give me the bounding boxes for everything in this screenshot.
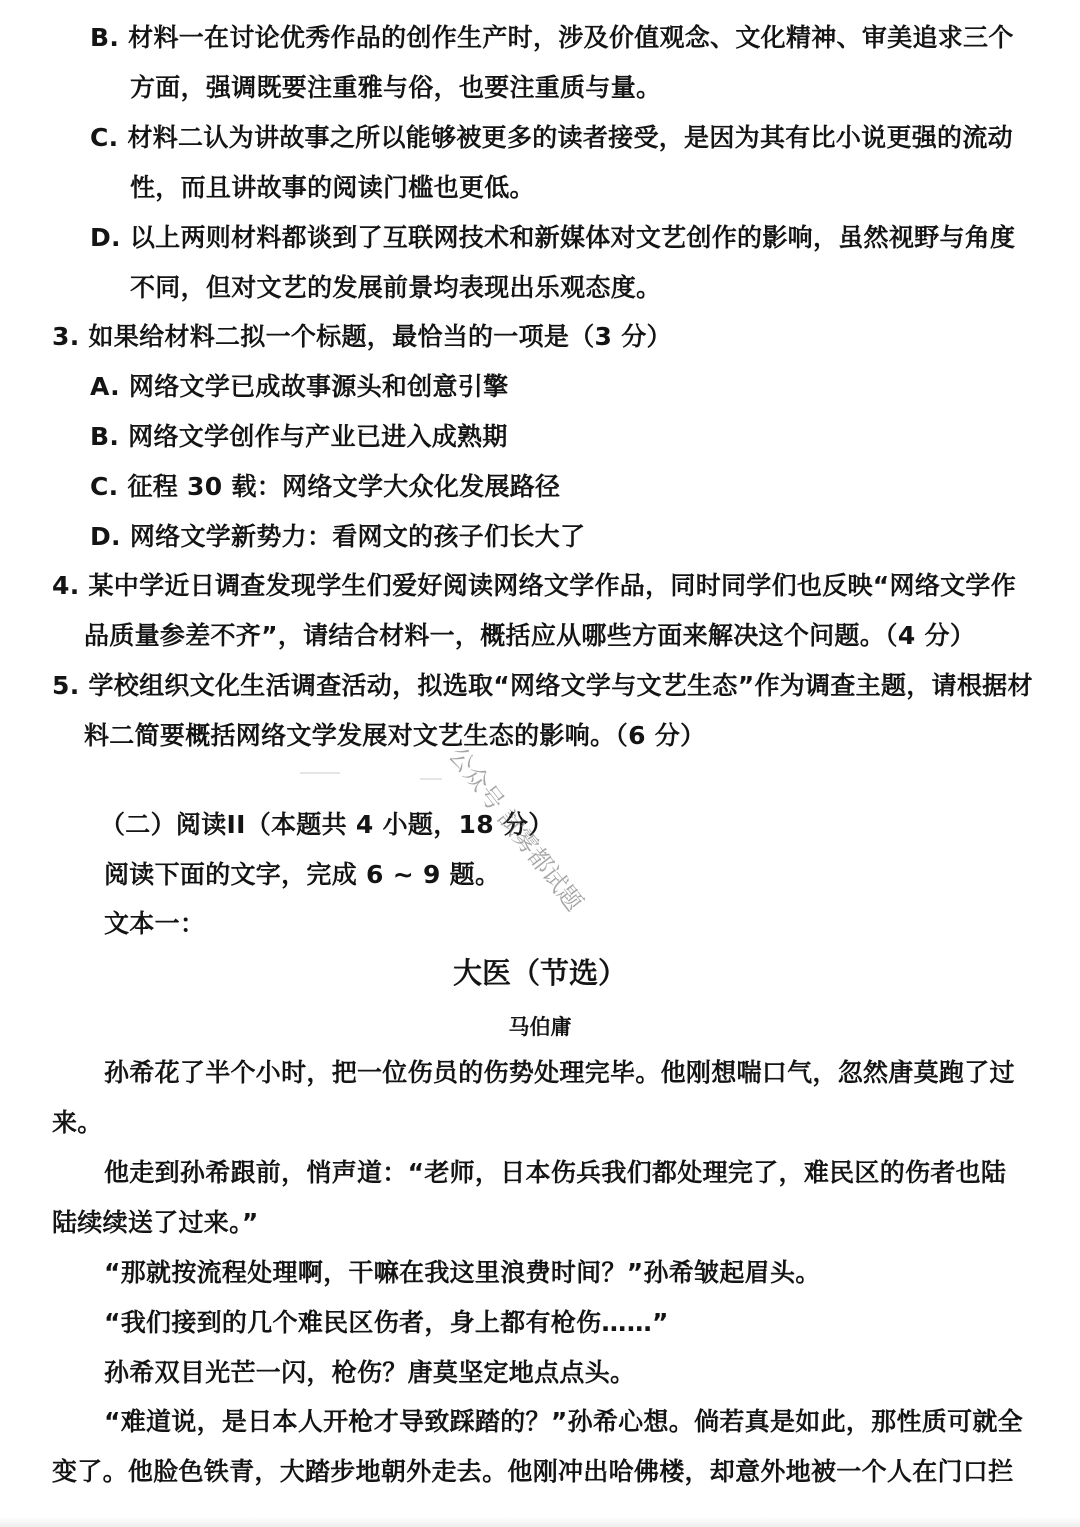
q3-stem: 3. 如果给材料二拟一个标题，最恰当的一项是（3 分） [52, 322, 672, 351]
q3-option-b: B. 网络文学创作与产业已进入成熟期 [90, 422, 508, 451]
scan-artifact [420, 778, 442, 780]
q2-option-d-line2: 不同，但对文艺的发展前景均表现出乐观态度。 [130, 273, 662, 302]
scan-artifact [300, 772, 340, 774]
page-edge-shadow [0, 1517, 1080, 1527]
paragraph-4: “我们接到的几个难民区伤者，身上都有枪伤……” [104, 1308, 669, 1337]
paragraph-1-line1: 孙希花了半个小时，把一位伤员的伤势处理完毕。他刚想喘口气，忽然唐莫跑了过 [104, 1058, 1015, 1087]
q2-option-c-line1: C. 材料二认为讲故事之所以能够被更多的读者接受，是因为其有比小说更强的流动 [90, 123, 1013, 152]
section-2-heading: （二）阅读II（本题共 4 小题，18 分） [100, 810, 554, 839]
paragraph-5: 孙希双目光芒一闪，枪伤？唐莫坚定地点点头。 [104, 1358, 636, 1387]
section-2-instruction: 阅读下面的文字，完成 6 ~ 9 题。 [104, 860, 501, 889]
q4-line2: 品质量参差不齐”，请结合材料一，概括应从哪些方面来解决这个问题。（4 分） [84, 621, 976, 650]
text-one-label: 文本一： [104, 909, 206, 938]
paragraph-2-line1: 他走到孙希跟前，悄声道：“老师，日本伤兵我们都处理完了，难民区的伤者也陆 [104, 1158, 1007, 1187]
q3-option-c: C. 征程 30 载：网络文学大众化发展路径 [90, 472, 561, 501]
paragraph-6-line2: 变了。他脸色铁青，大踏步地朝外走去。他刚冲出哈佛楼，却意外地被一个人在门口拦 [52, 1457, 1014, 1486]
q5-line2: 料二简要概括网络文学发展对文艺生态的影响。（6 分） [84, 721, 706, 750]
paragraph-2-line2: 陆续续送了过来。” [52, 1208, 259, 1237]
article-author: 马伯庸 [508, 1015, 572, 1039]
q3-option-d: D. 网络文学新势力：看网文的孩子们长大了 [90, 522, 586, 551]
q5-line1: 5. 学校组织文化生活调查活动，拟选取“网络文学与文艺生态”作为调查主题，请根据材 [52, 671, 1033, 700]
paragraph-3: “那就按流程处理啊，干嘛在我这里浪费时间？”孙希皱起眉头。 [104, 1258, 821, 1287]
q3-option-a: A. 网络文学已成故事源头和创意引擎 [90, 372, 509, 401]
q2-option-b-line2: 方面，强调既要注重雅与俗，也要注重质与量。 [130, 73, 662, 102]
article-title: 大医（节选） [452, 956, 627, 990]
paragraph-1-line2: 来。 [52, 1108, 103, 1137]
q4-line1: 4. 某中学近日调查发现学生们爱好阅读网络文学作品，同时同学们也反映“网络文学作 [52, 571, 1017, 600]
q2-option-d-line1: D. 以上两则材料都谈到了互联网技术和新媒体对文艺创作的影响，虽然视野与角度 [90, 223, 1016, 252]
q2-option-b-line1: B. 材料一在讨论优秀作品的创作生产时，涉及价值观念、文化精神、审美追求三个 [90, 23, 1014, 52]
paragraph-6-line1: “难道说，是日本人开枪才导致踩踏的？”孙希心想。倘若真是如此，那性质可就全 [104, 1407, 1023, 1436]
watermark: 公众号 試雾都试题 [443, 741, 589, 917]
q2-option-c-line2: 性，而且讲故事的阅读门槛也更低。 [130, 173, 535, 202]
